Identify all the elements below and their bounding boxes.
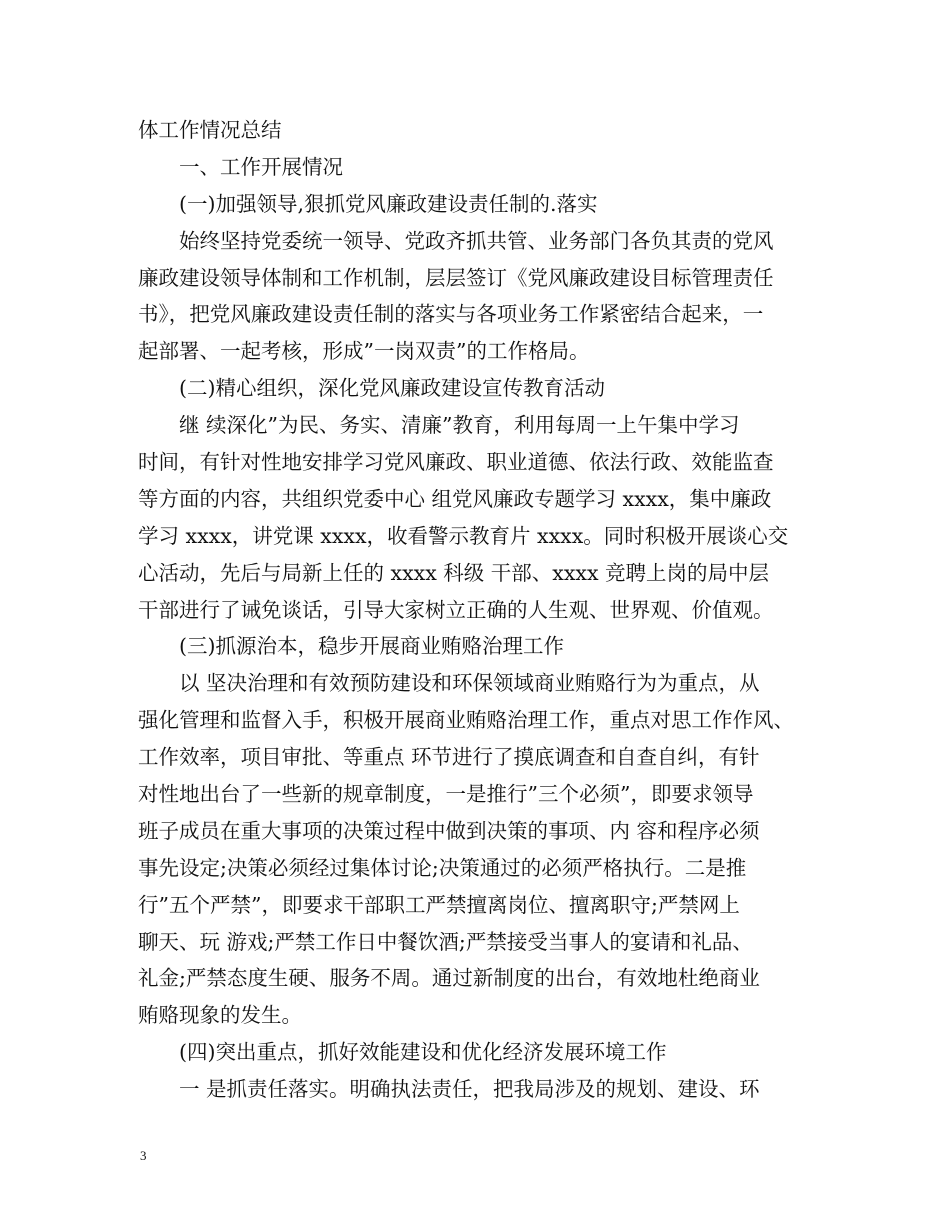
paragraph-line: 学习 xxxx，讲党课 xxxx，收看警示教育片 xxxx。同时积极开展谈心交 [138,523,789,548]
paragraph-line: 以 坚决治理和有效预防建设和环保领域商业贿赂行为为重点，从 [179,671,760,696]
paragraph-line: 对性地出台了一些新的规章制度，一是推行”三个必须”，即要求领导 [138,782,754,807]
section-title-continuation: 体工作情况总结 [138,118,282,142]
paragraph-line: 廉政建设领导体制和工作机制，层层签订《党风廉政建设目标管理责任 [138,265,774,290]
subheading-3: (三)抓源治本，稳步开展商业贿赂治理工作 [179,634,564,659]
paragraph-line: 继 续深化”为民、务实、清廉”教育，利用每周一上午集中学习 [179,413,740,438]
paragraph-line: 事先设定;决策必须经过集体讨论;决策通过的必须严格执行。二是推 [138,855,747,880]
paragraph-line: 贿赂现象的发生。 [138,1003,302,1028]
paragraph-line: 强化管理和监督入手，积极开展商业贿赂治理工作，重点对思工作作风、 [138,708,794,733]
paragraph-line: 工作效率，项目审批、等重点 环节进行了摸底调查和自查自纠，有针 [138,745,760,770]
subheading-2: (二)精心组织，深化党风廉政建设宣传教育活动 [179,376,605,401]
paragraph-line: 礼金;严禁态度生硬、服务不周。通过新制度的出台，有效地杜绝商业 [138,966,760,991]
paragraph-line: 一 是抓责任落实。明确执法责任，把我局涉及的规划、建设、环 [179,1077,760,1102]
document-body [138,112,818,1108]
subheading-1: (一)加强领导,狠抓党风廉政建设责任制的.落实 [179,191,598,216]
paragraph-line: 心活动，先后与局新上任的 xxxx 科级 干部、xxxx 竞聘上岗的局中层 [138,560,770,585]
subheading-4: (四)突出重点，抓好效能建设和优化经济发展环境工作 [179,1040,667,1065]
paragraph-line: 聊天、玩 游戏;严禁工作日中餐饮酒;严禁接受当事人的宴请和礼品、 [138,929,753,954]
paragraph-line: 班子成员在重大事项的决策过程中做到决策的事项、内 容和程序必须 [138,818,760,843]
paragraph-line: 干部进行了诫免谈话，引导大家树立正确的人生观、世界观、价值观。 [138,597,774,622]
paragraph-line: 时间，有针对性地安排学习党风廉政、职业道德、依法行政、效能监查 [138,450,774,475]
page-number: 3 [140,1148,147,1163]
paragraph-line: 等方面的内容，共组织党委中心 组党风廉政专题学习 xxxx，集中廉政 [138,486,772,511]
paragraph-line: 书》，把党风廉政建设责任制的落实与各项业务工作紧密结合起来，一 [138,302,764,327]
paragraph-line: 始终坚持党委统一领导、党政齐抓共管、业务部门各负其责的党风 [179,228,774,253]
heading-work-progress: 一、工作开展情况 [179,154,343,179]
paragraph-line: 行”五个严禁”，即要求干部职工严禁擅离岗位、擅离职守;严禁网上 [138,892,740,917]
paragraph-line: 起部署、一起考核，形成”一岗双责”的工作格局。 [138,339,590,364]
